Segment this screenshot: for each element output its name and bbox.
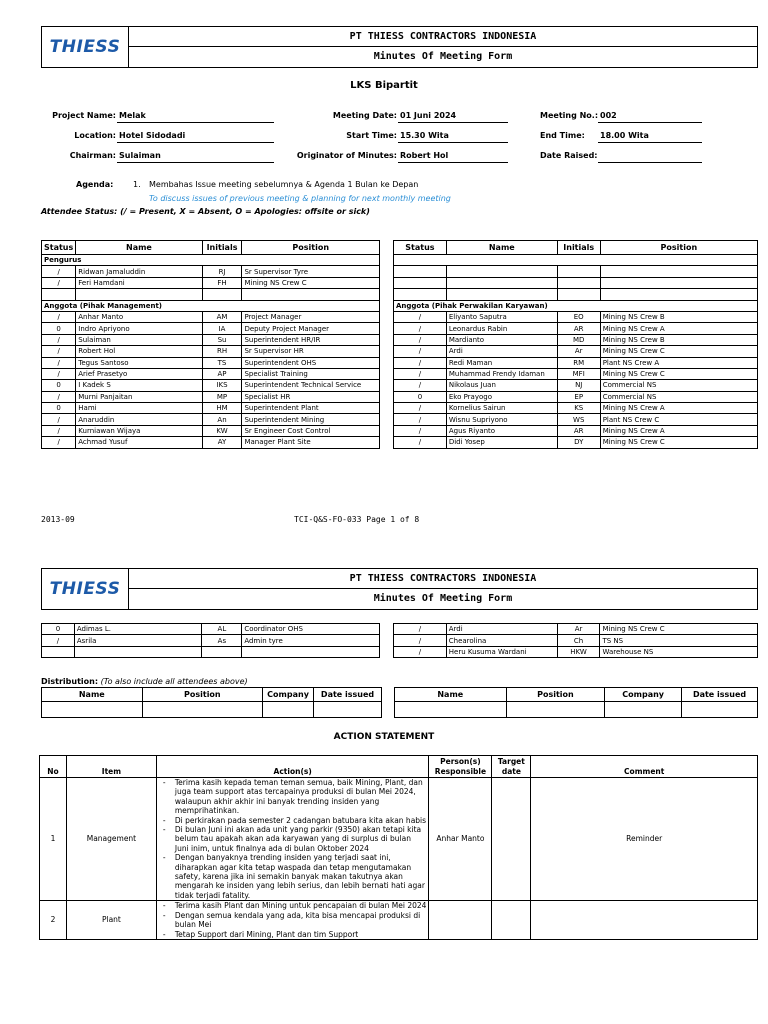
attendee-row xyxy=(42,289,380,300)
attendee-status: / xyxy=(42,635,75,646)
attendee-name: Hami xyxy=(76,403,202,414)
attendee-position: Mining NS Crew C xyxy=(242,277,380,288)
attendee-row xyxy=(42,391,380,402)
attendee-row xyxy=(394,368,758,379)
attendee-status: / xyxy=(394,646,447,657)
attendee-status: / xyxy=(42,414,76,425)
action-details xyxy=(156,901,429,940)
meeting-no-label: Meeting No.: xyxy=(540,111,599,120)
attendee-row xyxy=(42,266,380,277)
attendee-initials: Ch xyxy=(557,635,600,646)
attendee-row xyxy=(394,357,758,368)
attendee-row xyxy=(42,414,380,425)
dist-col-date: Date issued xyxy=(314,688,382,702)
attendee-position: Superintendent Plant xyxy=(242,403,380,414)
attendee-name: Didi Yosep xyxy=(446,437,557,448)
action-no: 2 xyxy=(40,901,67,940)
distribution-note: (To also include all attendees above) xyxy=(100,677,248,686)
attendee-position: Commercial NS xyxy=(600,380,757,391)
attendee-status xyxy=(42,289,76,300)
attendee-row xyxy=(42,346,380,357)
attendee-initials: Ar xyxy=(557,346,600,357)
dist-cell xyxy=(682,702,758,718)
attendee-initials: RH xyxy=(202,346,242,357)
attendee-status: 0 xyxy=(394,391,447,402)
col-status: Status xyxy=(42,241,76,255)
attendee-name: Ridwan Jamaluddin xyxy=(76,266,202,277)
attendee-status: / xyxy=(394,334,447,345)
attendee-table-right xyxy=(393,240,758,449)
attendee-row xyxy=(42,277,380,288)
meeting-date-label: Meeting Date: xyxy=(332,111,397,120)
agenda-item: Membahas Issue meeting sebelumnya & Agenda 1 Bulan ke Depan xyxy=(149,180,419,189)
action-bullets xyxy=(159,901,427,939)
attendee-initials: HM xyxy=(202,403,242,414)
attendee-position: TS NS xyxy=(600,635,758,646)
attendee-position: Specialist HR xyxy=(242,391,380,402)
attendee-row xyxy=(394,391,758,402)
action-statement-title: ACTION STATEMENT xyxy=(333,732,435,742)
col-target: Target date xyxy=(492,756,531,778)
action-bullet: - Di bulan Juni ini akan ada unit yang parkir (9350) akan tetapi kita belum tau apakah akan ada karyawan yang di surplus di bulan Juni inim, untuk finalnya ada di bulan Oktober 2024 xyxy=(163,825,427,853)
action-bullet: - Terima kasih Plant dan Mining untuk pencapaian di bulan Mei 2024 xyxy=(163,901,427,910)
attendee-initials: AY xyxy=(202,437,242,448)
attendee-initials: MP xyxy=(202,391,242,402)
attendee-status: / xyxy=(42,425,76,436)
attendee-position xyxy=(242,289,380,300)
group-title: Anggota (Pihak Perwakilan Karyawan) xyxy=(394,300,758,311)
attendee-status: / xyxy=(42,357,76,368)
attendee-name: Wisnu Supriyono xyxy=(446,414,557,425)
attendee-position: Mining NS Crew A xyxy=(600,425,757,436)
attendee-position: Mining NS Crew C xyxy=(600,437,757,448)
attendee-status: / xyxy=(394,635,447,646)
attendee-initials: As xyxy=(202,635,242,646)
attendee-position: Mining NS Crew A xyxy=(600,403,757,414)
action-bullet: - Tetap Support dari Mining, Plant dan tim Support xyxy=(163,930,427,939)
dist-cell xyxy=(605,702,682,718)
form-title: Minutes Of Meeting Form xyxy=(373,51,513,62)
attendee-status: / xyxy=(394,346,447,357)
attendee-initials: IA xyxy=(202,323,242,334)
action-no: 1 xyxy=(40,778,67,901)
chairman-label: Chairman: xyxy=(69,151,116,160)
attendee-position xyxy=(600,289,757,300)
attendee-initials xyxy=(202,289,242,300)
attendee-initials: WS xyxy=(557,414,600,425)
attendee-row xyxy=(42,323,380,334)
start-time-label: Start Time: xyxy=(346,131,397,140)
dist-cell xyxy=(506,702,605,718)
attendee-position: Mining NS Crew B xyxy=(600,334,757,345)
dist-col-name: Name xyxy=(42,688,143,702)
attendee-name: Murni Panjaitan xyxy=(76,391,202,402)
date-raised-value xyxy=(598,151,702,163)
dist-cell xyxy=(263,702,314,718)
attendee-status xyxy=(394,289,447,300)
date-raised-label: Date Raised: xyxy=(540,151,598,160)
attendee-status: / xyxy=(42,334,76,345)
attendee-name: Arief Prasetyo xyxy=(76,368,202,379)
attendee-status: / xyxy=(42,368,76,379)
attendee-name: Robert Hol xyxy=(76,346,202,357)
attendee-status: 0 xyxy=(42,624,75,635)
action-person xyxy=(429,901,492,940)
attendee-position xyxy=(600,266,757,277)
attendee-row xyxy=(394,414,758,425)
attendee-status: / xyxy=(394,624,447,635)
attendee-position: Commercial NS xyxy=(600,391,757,402)
logo-cell xyxy=(42,27,129,67)
location-label: Location: xyxy=(74,131,116,140)
attendee-position: Mining NS Crew A xyxy=(600,323,757,334)
col-name: Name xyxy=(446,241,557,255)
attendee-position: Mining NS Crew C xyxy=(600,624,758,635)
attendee-position: Sr Engineer Cost Control xyxy=(242,425,380,436)
attendee-initials: AR xyxy=(557,425,600,436)
attendee-initials: RJ xyxy=(202,266,242,277)
attendee-initials: AL xyxy=(202,624,242,635)
attendee-name: Kurniawan Wijaya xyxy=(76,425,202,436)
attendee-initials: NJ xyxy=(557,380,600,391)
attendee-row xyxy=(42,334,380,345)
attendee-status: / xyxy=(394,311,447,322)
attendee-position: Project Manager xyxy=(242,311,380,322)
action-item: Management xyxy=(66,778,156,901)
thiess-logo: THIESS xyxy=(49,37,121,57)
attendee-status: / xyxy=(42,391,76,402)
attendee-status xyxy=(394,266,447,277)
group-title: Anggota (Pihak Management) xyxy=(42,300,380,311)
attendee-initials xyxy=(557,289,600,300)
dist-cell xyxy=(314,702,382,718)
attendee-initials: EP xyxy=(557,391,600,402)
attendee-position: Specialist Training xyxy=(242,368,380,379)
thiess-logo: THIESS xyxy=(49,579,121,599)
meeting-date-value: 01 Juni 2024 xyxy=(398,111,508,123)
attendee-table-left-continued xyxy=(41,623,380,658)
dist-col-position: Position xyxy=(506,688,605,702)
col-initials: Initials xyxy=(557,241,600,255)
document-title: LKS Bipartit xyxy=(350,80,418,91)
originator-label: Originator of Minutes: xyxy=(296,151,397,160)
action-bullet: - Di perkirakan pada semester 2 cadangan batubara kita akan habis xyxy=(163,816,427,825)
attendee-row xyxy=(42,425,380,436)
attendee-name: Indro Apriyono xyxy=(76,323,202,334)
chairman-value: Sulaiman xyxy=(117,151,274,163)
attendee-position: Warehouse NS xyxy=(600,646,758,657)
attendee-initials: RM xyxy=(557,357,600,368)
attendee-name: Achmad Yusuf xyxy=(76,437,202,448)
form-title: Minutes Of Meeting Form xyxy=(373,593,513,604)
attendee-status: / xyxy=(394,323,447,334)
footer-page: TCI-Q&S-FO-033 Page 1 of 8 xyxy=(294,515,420,524)
attendee-position: Sr Supervisor Tyre xyxy=(242,266,380,277)
attendee-position: Mining NS Crew C xyxy=(600,346,757,357)
group-header-row xyxy=(394,255,758,266)
attendee-status: 0 xyxy=(42,323,76,334)
attendee-status xyxy=(42,646,75,657)
attendee-name: Nikolaus Juan xyxy=(446,380,557,391)
action-bullet: - Dengan banyaknya trending insiden yang terjadi saat ini, diharapkan agar kita tetap waspada dan tetap mengutamakan safety, karena jika ini semakin banyak makan takutnya akan mengarah ke insiden yang lebih serius, dan lebih bernati hati agar tidak terjadi fatality. xyxy=(163,853,427,900)
attendee-row xyxy=(42,624,380,635)
attendee-row xyxy=(42,635,380,646)
attendee-name xyxy=(446,277,557,288)
attendee-position: Mining NS Crew B xyxy=(600,311,757,322)
attendee-status: / xyxy=(42,346,76,357)
group-title: Pengurus xyxy=(42,255,380,266)
attendee-status: 0 xyxy=(42,403,76,414)
attendee-row xyxy=(42,437,380,448)
attendee-name: Adimas L. xyxy=(74,624,202,635)
attendee-position xyxy=(600,277,757,288)
dist-cell xyxy=(42,702,143,718)
attendee-row xyxy=(42,403,380,414)
form-header-page-2 xyxy=(41,568,758,610)
attendee-status: / xyxy=(394,414,447,425)
attendee-initials: EO xyxy=(557,311,600,322)
attendee-position: Manager Plant Site xyxy=(242,437,380,448)
attendee-name: Mardianto xyxy=(446,334,557,345)
action-bullet: - Terima kasih kepada teman teman semua, baik Mining, Plant, dan juga team support atas tercapainya produksi di bulan Mei 2024, walaupun akhir akhir ini banyak trending insiden yang memprihatinkan. xyxy=(163,778,427,816)
attendee-name xyxy=(74,646,202,657)
attendee-row xyxy=(394,624,758,635)
attendee-name: Heru Kusuma Wardani xyxy=(446,646,557,657)
attendee-name: Redi Maman xyxy=(446,357,557,368)
location-value: Hotel Sidodadi xyxy=(117,131,274,143)
attendee-name: Tegus Santoso xyxy=(76,357,202,368)
end-time-label: End Time: xyxy=(540,131,585,140)
dist-col-name: Name xyxy=(395,688,507,702)
attendee-initials: AP xyxy=(202,368,242,379)
action-person: Anhar Manto xyxy=(429,778,492,901)
attendee-row xyxy=(394,635,758,646)
attendee-table-right-continued xyxy=(393,623,758,658)
attendee-status: / xyxy=(394,380,447,391)
dist-col-company: Company xyxy=(263,688,314,702)
action-statement-table xyxy=(39,755,758,940)
attendee-name: Anhar Manto xyxy=(76,311,202,322)
attendee-row xyxy=(42,357,380,368)
attendee-row xyxy=(42,311,380,322)
attendee-name: Ardi xyxy=(446,624,557,635)
attendee-position: Admin tyre xyxy=(242,635,380,646)
attendee-status: / xyxy=(42,266,76,277)
attendee-name: Asrila xyxy=(74,635,202,646)
distribution-table-left xyxy=(41,687,382,718)
attendee-name: Kornelius Sairun xyxy=(446,403,557,414)
attendee-initials: IKS xyxy=(202,380,242,391)
dist-col-position: Position xyxy=(142,688,263,702)
action-comment: Reminder xyxy=(531,778,758,901)
attendee-initials: AR xyxy=(557,323,600,334)
attendee-initials: AM xyxy=(202,311,242,322)
dist-col-date: Date issued xyxy=(682,688,758,702)
attendee-status: / xyxy=(42,277,76,288)
attendee-table-left xyxy=(41,240,380,449)
col-action: Action(s) xyxy=(156,756,429,778)
action-row xyxy=(40,901,758,940)
attendee-initials: Su xyxy=(202,334,242,345)
group-header-row xyxy=(42,255,380,266)
start-time-value: 15.30 Wita xyxy=(398,131,508,143)
col-item: Item xyxy=(66,756,156,778)
attendee-status: / xyxy=(394,437,447,448)
attendee-position: Sr Supervisor HR xyxy=(242,346,380,357)
attendee-initials: KS xyxy=(557,403,600,414)
distribution-title: Distribution: xyxy=(41,677,99,686)
attendee-position: Plant NS Crew C xyxy=(600,414,757,425)
attendee-initials xyxy=(202,646,242,657)
action-item: Plant xyxy=(66,901,156,940)
attendee-name: Eliyanto Saputra xyxy=(446,311,557,322)
attendee-name xyxy=(446,289,557,300)
col-status: Status xyxy=(394,241,447,255)
attendee-row xyxy=(394,403,758,414)
action-bullets xyxy=(159,778,427,900)
attendee-position: Plant NS Crew A xyxy=(600,357,757,368)
attendee-status: / xyxy=(394,357,447,368)
attendee-position: Superintendent HR/IR xyxy=(242,334,380,345)
group-header-row xyxy=(394,300,758,311)
attendee-name: Agus Riyanto xyxy=(446,425,557,436)
attendee-initials: MFI xyxy=(557,368,600,379)
col-position: Position xyxy=(242,241,380,255)
attendee-row xyxy=(394,346,758,357)
attendee-position: Mining NS Crew C xyxy=(600,368,757,379)
company-name: PT THIESS CONTRACTORS INDONESIA xyxy=(129,569,757,589)
project-name-value: Melak xyxy=(117,111,274,123)
attendee-initials: FH xyxy=(202,277,242,288)
attendee-row xyxy=(394,323,758,334)
agenda-item-number: 1. xyxy=(133,180,141,189)
attendee-row xyxy=(394,289,758,300)
attendee-initials xyxy=(557,266,600,277)
attendee-status: / xyxy=(394,403,447,414)
action-bullet: - Dengan semua kendala yang ada, kita bisa mencapai produksi di bulan Mei xyxy=(163,911,427,930)
attendee-initials xyxy=(557,277,600,288)
attendee-position: Superintendent Technical Service xyxy=(242,380,380,391)
attendee-status: 0 xyxy=(42,380,76,391)
attendee-initials: DY xyxy=(557,437,600,448)
action-target xyxy=(492,901,531,940)
col-no: No xyxy=(40,756,67,778)
form-header xyxy=(41,26,758,68)
attendee-position: Deputy Project Manager xyxy=(242,323,380,334)
attendee-status: / xyxy=(42,437,76,448)
distribution-label xyxy=(41,677,248,686)
footer-date: 2013-09 xyxy=(41,515,75,524)
meeting-no-value: 002 xyxy=(598,111,702,123)
attendee-status: / xyxy=(394,425,447,436)
action-target xyxy=(492,778,531,901)
col-person: Person(s) Responsible xyxy=(429,756,492,778)
company-name: PT THIESS CONTRACTORS INDONESIA xyxy=(129,27,757,47)
attendee-name: I Kadek S xyxy=(76,380,202,391)
attendee-initials: KW xyxy=(202,425,242,436)
attendee-initials: MD xyxy=(557,334,600,345)
attendee-row xyxy=(394,437,758,448)
col-initials: Initials xyxy=(202,241,242,255)
attendee-position xyxy=(242,646,380,657)
attendee-status xyxy=(394,277,447,288)
attendee-name: Anaruddin xyxy=(76,414,202,425)
end-time-value: 18.00 Wita xyxy=(598,131,702,143)
attendee-name: Chearolina xyxy=(446,635,557,646)
col-name: Name xyxy=(76,241,202,255)
attendee-name: Feri Hamdani xyxy=(76,277,202,288)
project-name-label: Project Name: xyxy=(52,111,116,120)
attendee-status: / xyxy=(394,368,447,379)
group-header-row xyxy=(42,300,380,311)
attendee-row xyxy=(394,425,758,436)
distribution-table-right xyxy=(394,687,758,718)
attendee-name: Ardi xyxy=(446,346,557,357)
attendee-initials: An xyxy=(202,414,242,425)
action-details xyxy=(156,778,429,901)
col-comment: Comment xyxy=(531,756,758,778)
attendee-status: / xyxy=(42,311,76,322)
attendee-name xyxy=(446,266,557,277)
dist-col-company: Company xyxy=(605,688,682,702)
action-row xyxy=(40,778,758,901)
attendee-position: Superintendent Mining xyxy=(242,414,380,425)
attendee-row xyxy=(42,368,380,379)
attendee-name: Eko Prayogo xyxy=(446,391,557,402)
attendee-initials: HKW xyxy=(557,646,600,657)
attendee-name: Sulaiman xyxy=(76,334,202,345)
attendee-initials: TS xyxy=(202,357,242,368)
attendee-name xyxy=(76,289,202,300)
attendee-initials: Ar xyxy=(557,624,600,635)
attendee-row xyxy=(394,311,758,322)
attendee-position: Coordinator OHS xyxy=(242,624,380,635)
col-position: Position xyxy=(600,241,757,255)
attendee-row xyxy=(394,277,758,288)
logo-cell xyxy=(42,569,129,609)
agenda-item-english: To discuss issues of previous meeting & planning for next monthly meeting xyxy=(149,194,451,203)
attendee-row xyxy=(394,380,758,391)
dist-cell xyxy=(142,702,263,718)
attendee-row xyxy=(394,646,758,657)
action-comment xyxy=(531,901,758,940)
group-title xyxy=(394,255,758,266)
attendee-row xyxy=(394,334,758,345)
dist-cell xyxy=(395,702,507,718)
attendee-name: Muhammad Frendy Idaman xyxy=(446,368,557,379)
attendee-position: Superintendent OHS xyxy=(242,357,380,368)
agenda-label: Agenda: xyxy=(76,180,114,189)
attendee-row xyxy=(42,380,380,391)
originator-value: Robert Hol xyxy=(398,151,508,163)
attendee-name: Leonardus Rabin xyxy=(446,323,557,334)
attendee-row xyxy=(42,646,380,657)
attendee-status-legend: Attendee Status: (/ = Present, X = Absent, O = Apologies: offsite or sick) xyxy=(41,207,370,216)
attendee-row xyxy=(394,266,758,277)
